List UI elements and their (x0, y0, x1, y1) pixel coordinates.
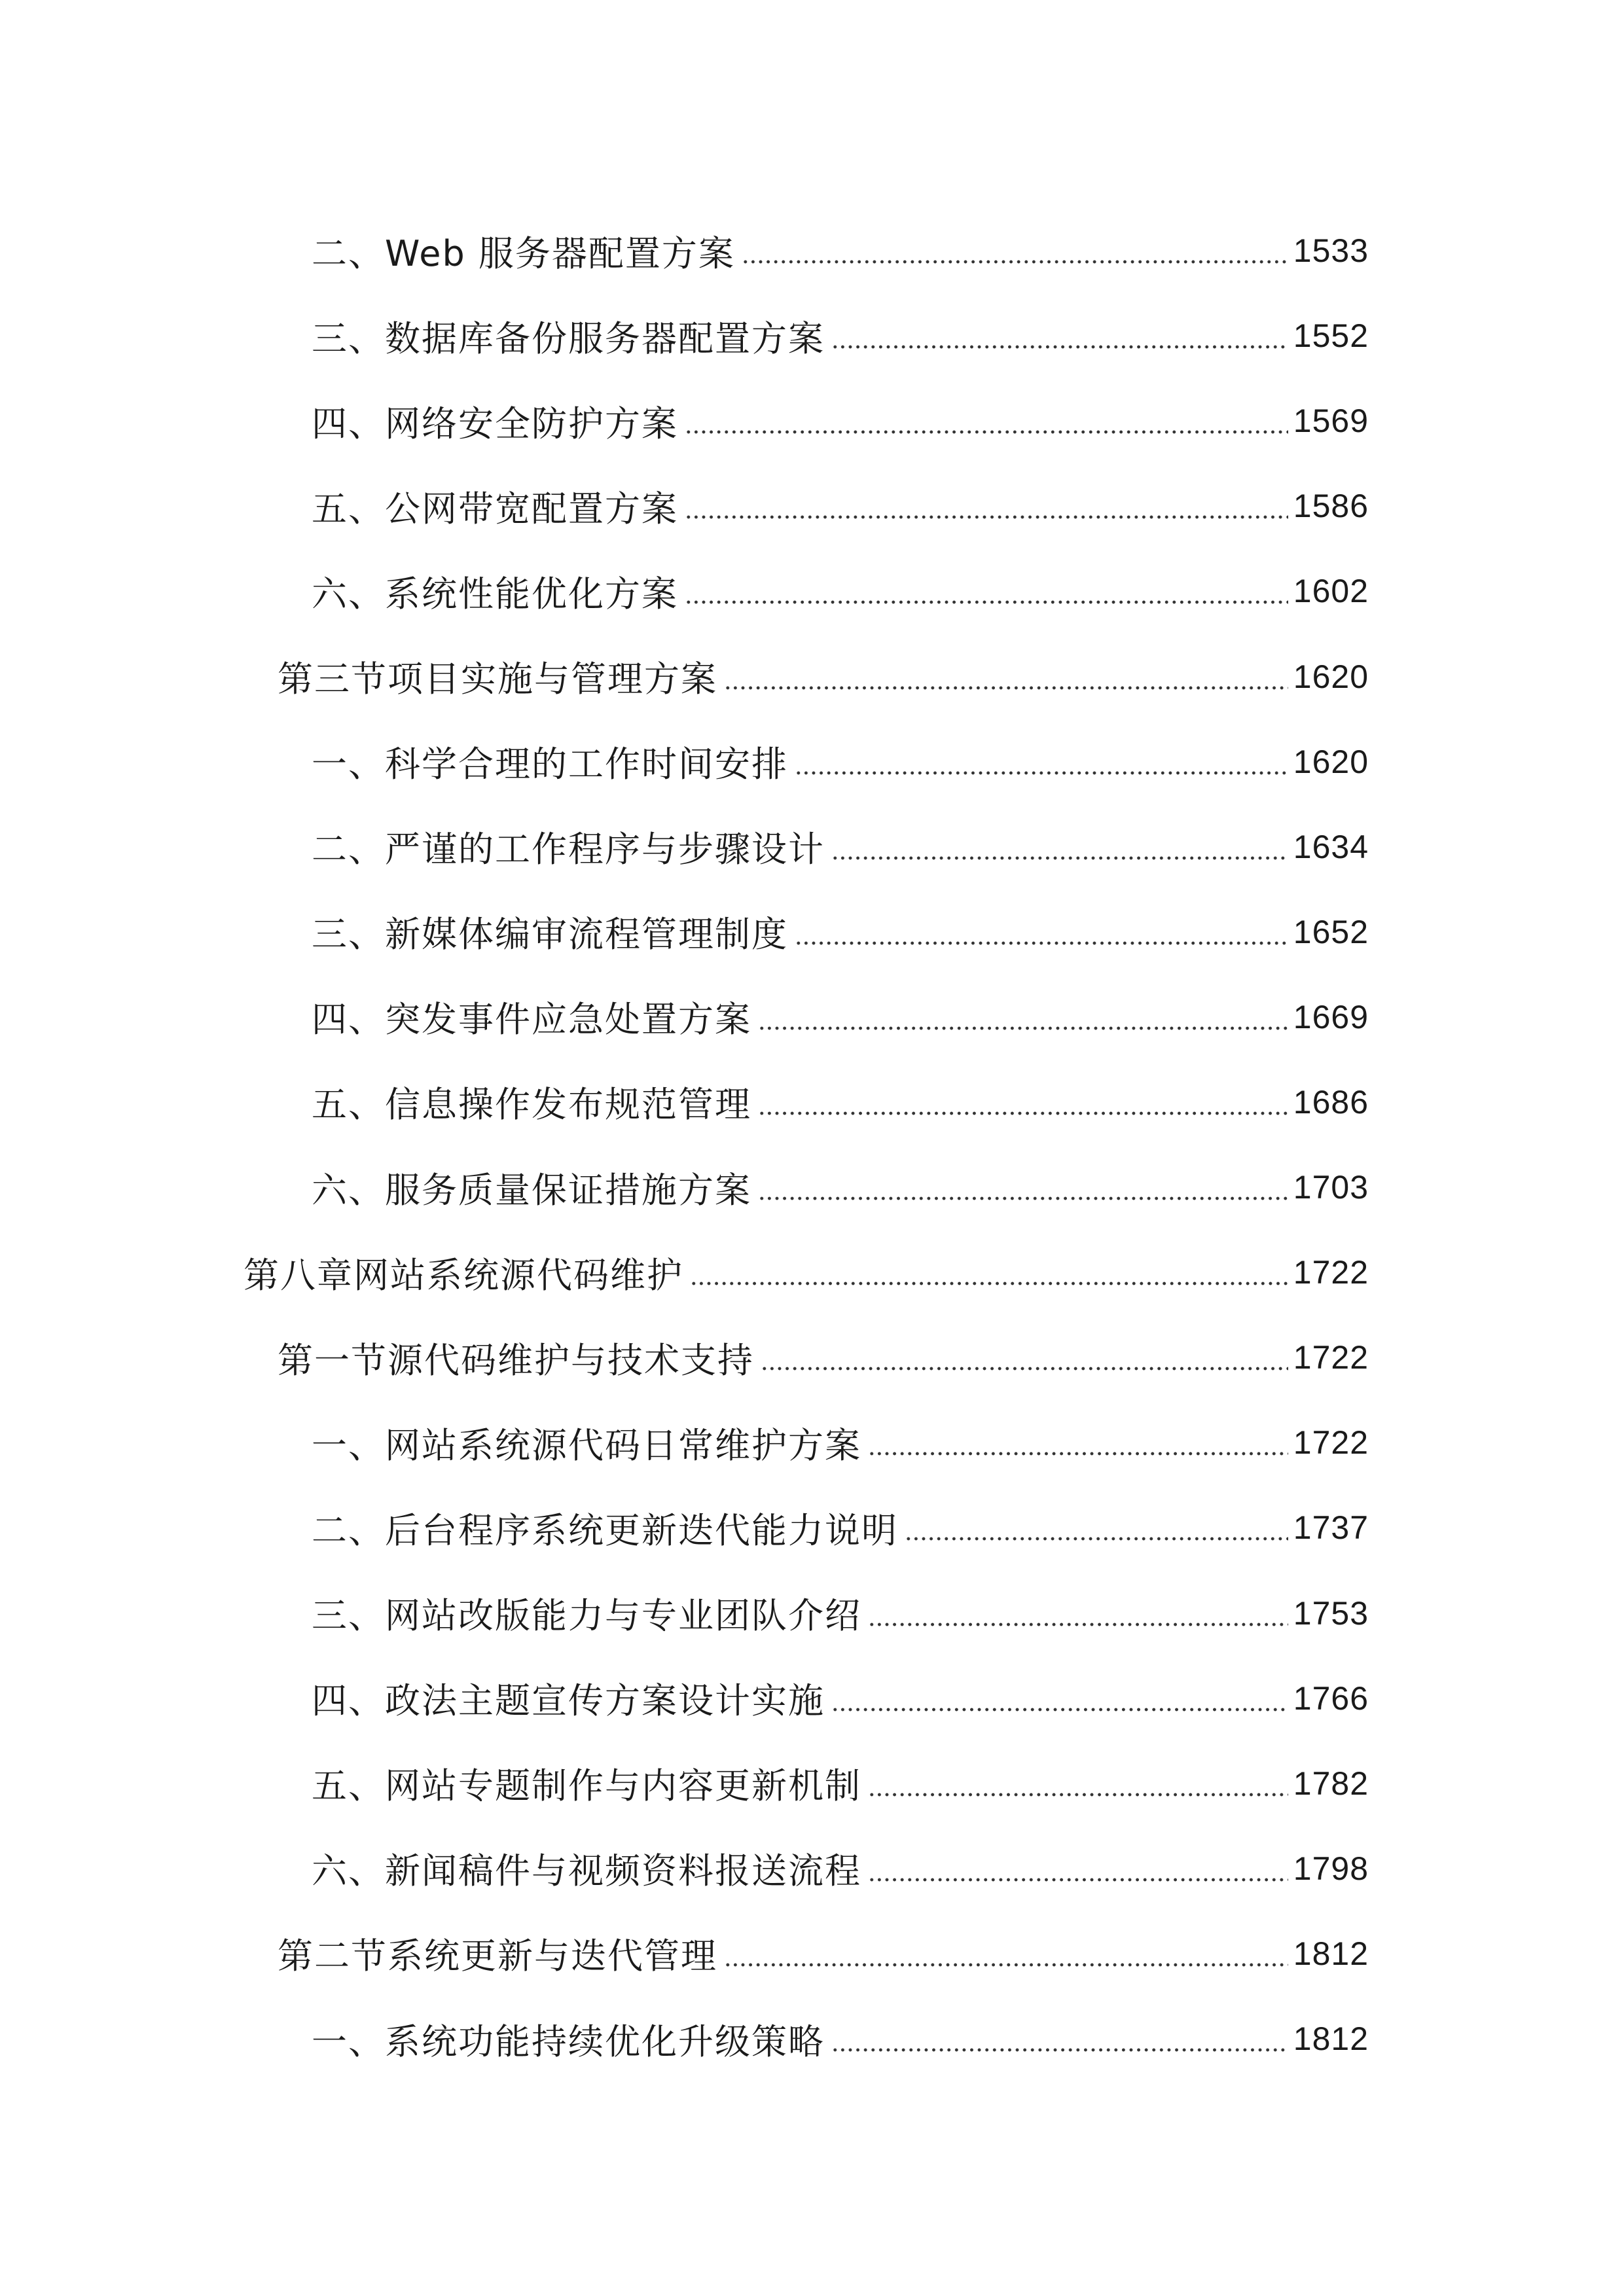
toc-entry-title: 六、服务质量保证措施方案 (312, 1169, 751, 1211)
toc-entry[interactable] (0, 1400, 1624, 1485)
toc-dot-leader (831, 2021, 1288, 2056)
toc-dot-leader (795, 744, 1288, 780)
toc-page-number: 1652 (1293, 913, 1369, 950)
toc-dot-leader (831, 318, 1288, 353)
toc-entry-title: 二、严谨的工作程序与步骤设计 (312, 829, 825, 870)
toc-entry-title: 三、新媒体编审流程管理制度 (312, 914, 788, 956)
toc-dot-leader (905, 1510, 1288, 1545)
toc-entry-title: 一、系统功能持续优化升级策略 (312, 2020, 825, 2062)
toc-entry-title: 五、网站专题制作与内容更新机制 (312, 1765, 861, 1807)
toc-entry-title: 二、Web 服务器配置方案 (312, 232, 735, 274)
toc-entry[interactable] (0, 1145, 1624, 1230)
toc-entry-title: 三、网站改版能力与专业团队介绍 (312, 1595, 861, 1637)
toc-dot-leader (868, 1596, 1288, 1631)
toc-page-number: 1634 (1293, 828, 1369, 865)
toc-entry-title: 六、系统性能优化方案 (312, 573, 678, 615)
table-of-contents (0, 208, 1624, 2081)
toc-page-number: 1552 (1293, 317, 1369, 355)
toc-page-number: 1722 (1293, 1254, 1369, 1291)
toc-dot-leader (761, 1340, 1288, 1375)
toc-dot-leader (868, 1766, 1288, 1801)
toc-entry[interactable] (0, 634, 1624, 719)
toc-page-number: 1737 (1293, 1509, 1369, 1547)
toc-entry-title: 四、政法主题宣传方案设计实施 (312, 1680, 825, 1722)
toc-page-number: 1722 (1293, 1339, 1369, 1376)
toc-dot-leader (868, 1425, 1288, 1460)
toc-page-number: 1722 (1293, 1424, 1369, 1462)
toc-dot-leader (868, 1851, 1288, 1886)
toc-entry[interactable] (0, 804, 1624, 889)
toc-dot-leader (758, 999, 1288, 1035)
toc-page-number: 1569 (1293, 403, 1369, 440)
toc-entry[interactable] (0, 548, 1624, 634)
toc-entry[interactable] (0, 293, 1624, 378)
toc-entry[interactable] (0, 1826, 1624, 1911)
toc-dot-leader (758, 1170, 1288, 1205)
toc-page-number: 1753 (1293, 1594, 1369, 1632)
toc-dot-leader (795, 914, 1288, 950)
toc-entry-title: 六、新闻稿件与视频资料报送流程 (312, 1850, 861, 1892)
toc-page-number: 1602 (1293, 573, 1369, 610)
toc-page-number: 1686 (1293, 1083, 1369, 1121)
toc-entry[interactable] (0, 1571, 1624, 1656)
toc-page-number: 1703 (1293, 1169, 1369, 1206)
toc-entry-title: 第一节源代码维护与技术支持 (278, 1339, 754, 1381)
toc-entry-title: 五、信息操作发布规范管理 (312, 1084, 751, 1126)
toc-entry-title: 第三节项目实施与管理方案 (278, 658, 717, 700)
toc-entry[interactable] (0, 719, 1624, 804)
toc-entry-title: 一、科学合理的工作时间安排 (312, 744, 788, 785)
toc-entry[interactable] (0, 975, 1624, 1060)
toc-page-number: 1812 (1293, 2020, 1369, 2058)
toc-page-number: 1533 (1293, 232, 1369, 270)
toc-entry[interactable] (0, 1315, 1624, 1400)
toc-entry[interactable] (0, 1230, 1624, 1315)
toc-page-number: 1586 (1293, 488, 1369, 525)
toc-entry[interactable] (0, 1741, 1624, 1826)
toc-entry[interactable] (0, 1656, 1624, 1741)
toc-dot-leader (685, 403, 1288, 439)
toc-entry[interactable] (0, 889, 1624, 975)
toc-entry[interactable] (0, 1485, 1624, 1570)
toc-page-number: 1620 (1293, 743, 1369, 780)
toc-page-number: 1798 (1293, 1850, 1369, 1887)
toc-entry-title: 四、网络安全防护方案 (312, 403, 678, 444)
toc-page-number: 1620 (1293, 658, 1369, 695)
toc-entry[interactable] (0, 1060, 1624, 1145)
toc-entry[interactable] (0, 1911, 1624, 1996)
toc-entry[interactable] (0, 378, 1624, 463)
toc-dot-leader (724, 659, 1288, 694)
toc-page-number: 1669 (1293, 998, 1369, 1035)
toc-dot-leader (831, 829, 1288, 865)
toc-entry-title: 第八章网站系统源代码维护 (244, 1254, 683, 1296)
toc-dot-leader (685, 573, 1288, 609)
toc-entry-title: 第二节系统更新与迭代管理 (278, 1935, 717, 1977)
toc-dot-leader (742, 233, 1288, 268)
toc-page-number: 1782 (1293, 1765, 1369, 1802)
toc-dot-leader (758, 1085, 1288, 1120)
toc-dot-leader (685, 488, 1288, 524)
toc-entry[interactable] (0, 463, 1624, 548)
toc-entry-title: 五、公网带宽配置方案 (312, 488, 678, 529)
toc-entry-title: 三、数据库备份服务器配置方案 (312, 317, 825, 359)
toc-dot-leader (724, 1936, 1288, 1971)
toc-dot-leader (690, 1255, 1288, 1290)
toc-entry-title: 一、网站系统源代码日常维护方案 (312, 1424, 861, 1466)
toc-entry[interactable] (0, 1996, 1624, 2081)
toc-page-number: 1812 (1293, 1935, 1369, 1972)
toc-entry-title: 四、突发事件应急处置方案 (312, 999, 751, 1041)
toc-page-number: 1766 (1293, 1679, 1369, 1717)
toc-dot-leader (831, 1681, 1288, 1716)
toc-entry[interactable] (0, 208, 1624, 293)
toc-entry-title: 二、后台程序系统更新迭代能力说明 (312, 1509, 898, 1551)
